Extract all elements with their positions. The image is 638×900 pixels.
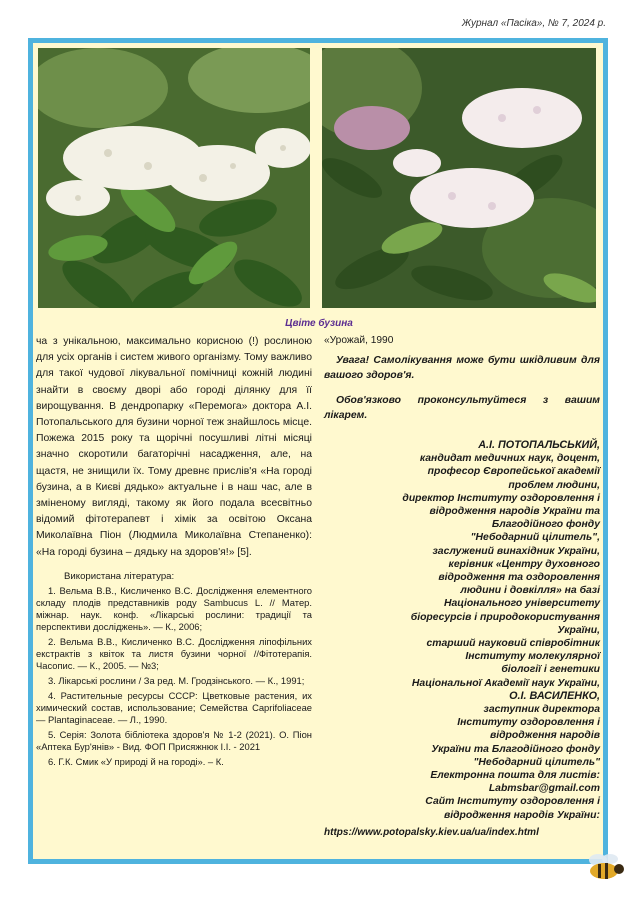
author-line: "Небодарний цілитель", <box>470 532 600 544</box>
author-line: України, <box>557 624 600 636</box>
reference-item: 1. Вельма В.В., Кисличенко В.С. Дослідження елементного складу плодів представників роду Sambucus L. // Матер. міжнар. наук. конф. «Лікарські рослини: традиції та перспективи досліджень». — К., 2006; <box>36 584 312 632</box>
email-link[interactable]: Labmsbar@gmail.com <box>488 783 600 795</box>
coauthor-name: О.І. ВАСИЛЕНКО, <box>509 689 600 702</box>
left-column <box>36 334 312 771</box>
author-line: директор Інституту оздоровлення і <box>402 492 600 504</box>
reference-item: 4. Растительные ресурсы СССР: Цветковые растения, их химический состав, использование; Семейства Caprifoliaceae — Plantaginaceae. — Л., 1990. <box>36 689 312 725</box>
author-line: професор Європейської академії <box>427 466 600 478</box>
author-line: проблем людини, <box>508 479 600 491</box>
author-line: старший науковий співробітник <box>426 638 600 650</box>
right-column <box>324 334 600 849</box>
references-list <box>36 585 312 768</box>
references-heading: Використана література: <box>64 570 175 582</box>
elderberry-photo-left <box>38 48 310 308</box>
article-body: ча з унікальною, максимально корисною (!) рослиною для усіх органів і систем живого організму. Тому важливо для такої чудової лікувальної помічниці кожній людині знайти в своєму дворі або городі ділянку для її вирощування. В дендропарку «Перемога» доктора А.І. Потопальського для бузини чорної теж знайшлось місце. Пожежа 2015 року та щорічні посушливі літні місяці значно скоротили багаторічні насадження, але, на щастя, не знищили їх. Тому древнє прислів'я «На городі бузина, а в Києві дядько» актуальне і в наш час, але в зміненому вигляді, такому як його подала всесвітньо відомий фітотерапевт і хімік за освітою Оксана Миколаївна Піон (Людмила Миколаївна Степаненко): «На городі бузина – дядьку на здоров'я!» [5]. <box>36 336 312 558</box>
author-line: кандидат медичних наук, доцент, <box>419 453 600 465</box>
photo-caption: Цвіте бузина <box>285 318 353 329</box>
coauthor-line: відродження народів <box>489 730 600 742</box>
coauthor-line: України та Благодійного фонду <box>431 743 600 755</box>
author-line: відродження народів України та <box>429 506 600 518</box>
author-line: Благодійного фонду <box>491 519 600 531</box>
author-line: Національної Академії наук України, <box>411 677 600 689</box>
author-line: Національного університету <box>443 598 600 610</box>
reference-item: 3. Лікарські рослини / За ред. М. Гродзінського. — К., 1991; <box>48 674 305 686</box>
author-line: людини і довкілля» на базі <box>460 585 600 597</box>
coauthor-line: відродження народів України: <box>443 809 600 821</box>
website-link[interactable]: https://www.potopalsky.kiev.ua/ua/index.html <box>324 826 539 838</box>
author-line: біології і генетики <box>501 664 600 676</box>
warning-self-treatment: Увага! Самолікування може бути шкідливим для вашого здоров'я. <box>324 355 600 381</box>
reference-item: 5. Серія: Золота бібліотека здоров'я № 1-2 (2021). О. Піон «Аптека Бур'янів» - Вид. ФОП Присяжнюк І.І. - 2021 <box>36 728 312 752</box>
author-block <box>324 439 600 822</box>
source-note: «Урожай, 1990 <box>324 335 394 346</box>
coauthor-line: "Небодарний цілитель" <box>473 756 600 768</box>
author-line: Інституту молекулярної <box>465 651 600 663</box>
bee-icon <box>580 850 628 884</box>
reference-item: 2. Вельма В.В., Кисличенко В.С. Дослідження ліпофільних екстрактів з квіток та листя бузини чорної //Фітотерапія. Часопис. — К., 2005. — №3; <box>36 635 312 671</box>
author-line: біоресурсів і природокористування <box>410 611 600 623</box>
journal-header: Журнал «Пасіка», № 7, 2024 р. <box>461 18 606 29</box>
coauthor-line: Сайт Інституту оздоровлення і <box>425 796 600 808</box>
reference-item: 6. Г.К. Смик «У природі й на городі». – К. <box>48 755 224 767</box>
author-line: керівник «Центру духовного <box>448 558 600 570</box>
coauthor-line: Електронна пошта для листів: <box>430 770 600 782</box>
author-line: відродження та оздоровлення <box>438 572 600 584</box>
author-name: А.І. ПОТОПАЛЬСЬКИЙ, <box>478 439 600 451</box>
author-line: заслужений винахідник України, <box>432 545 600 557</box>
warning-consult-doctor: Обов'язково проконсультуйтеся з вашим лікарем. <box>324 395 600 421</box>
elderberry-photo-right <box>322 48 596 308</box>
coauthor-line: заступник директора <box>483 704 600 716</box>
coauthor-line: Інституту оздоровлення і <box>457 717 600 729</box>
